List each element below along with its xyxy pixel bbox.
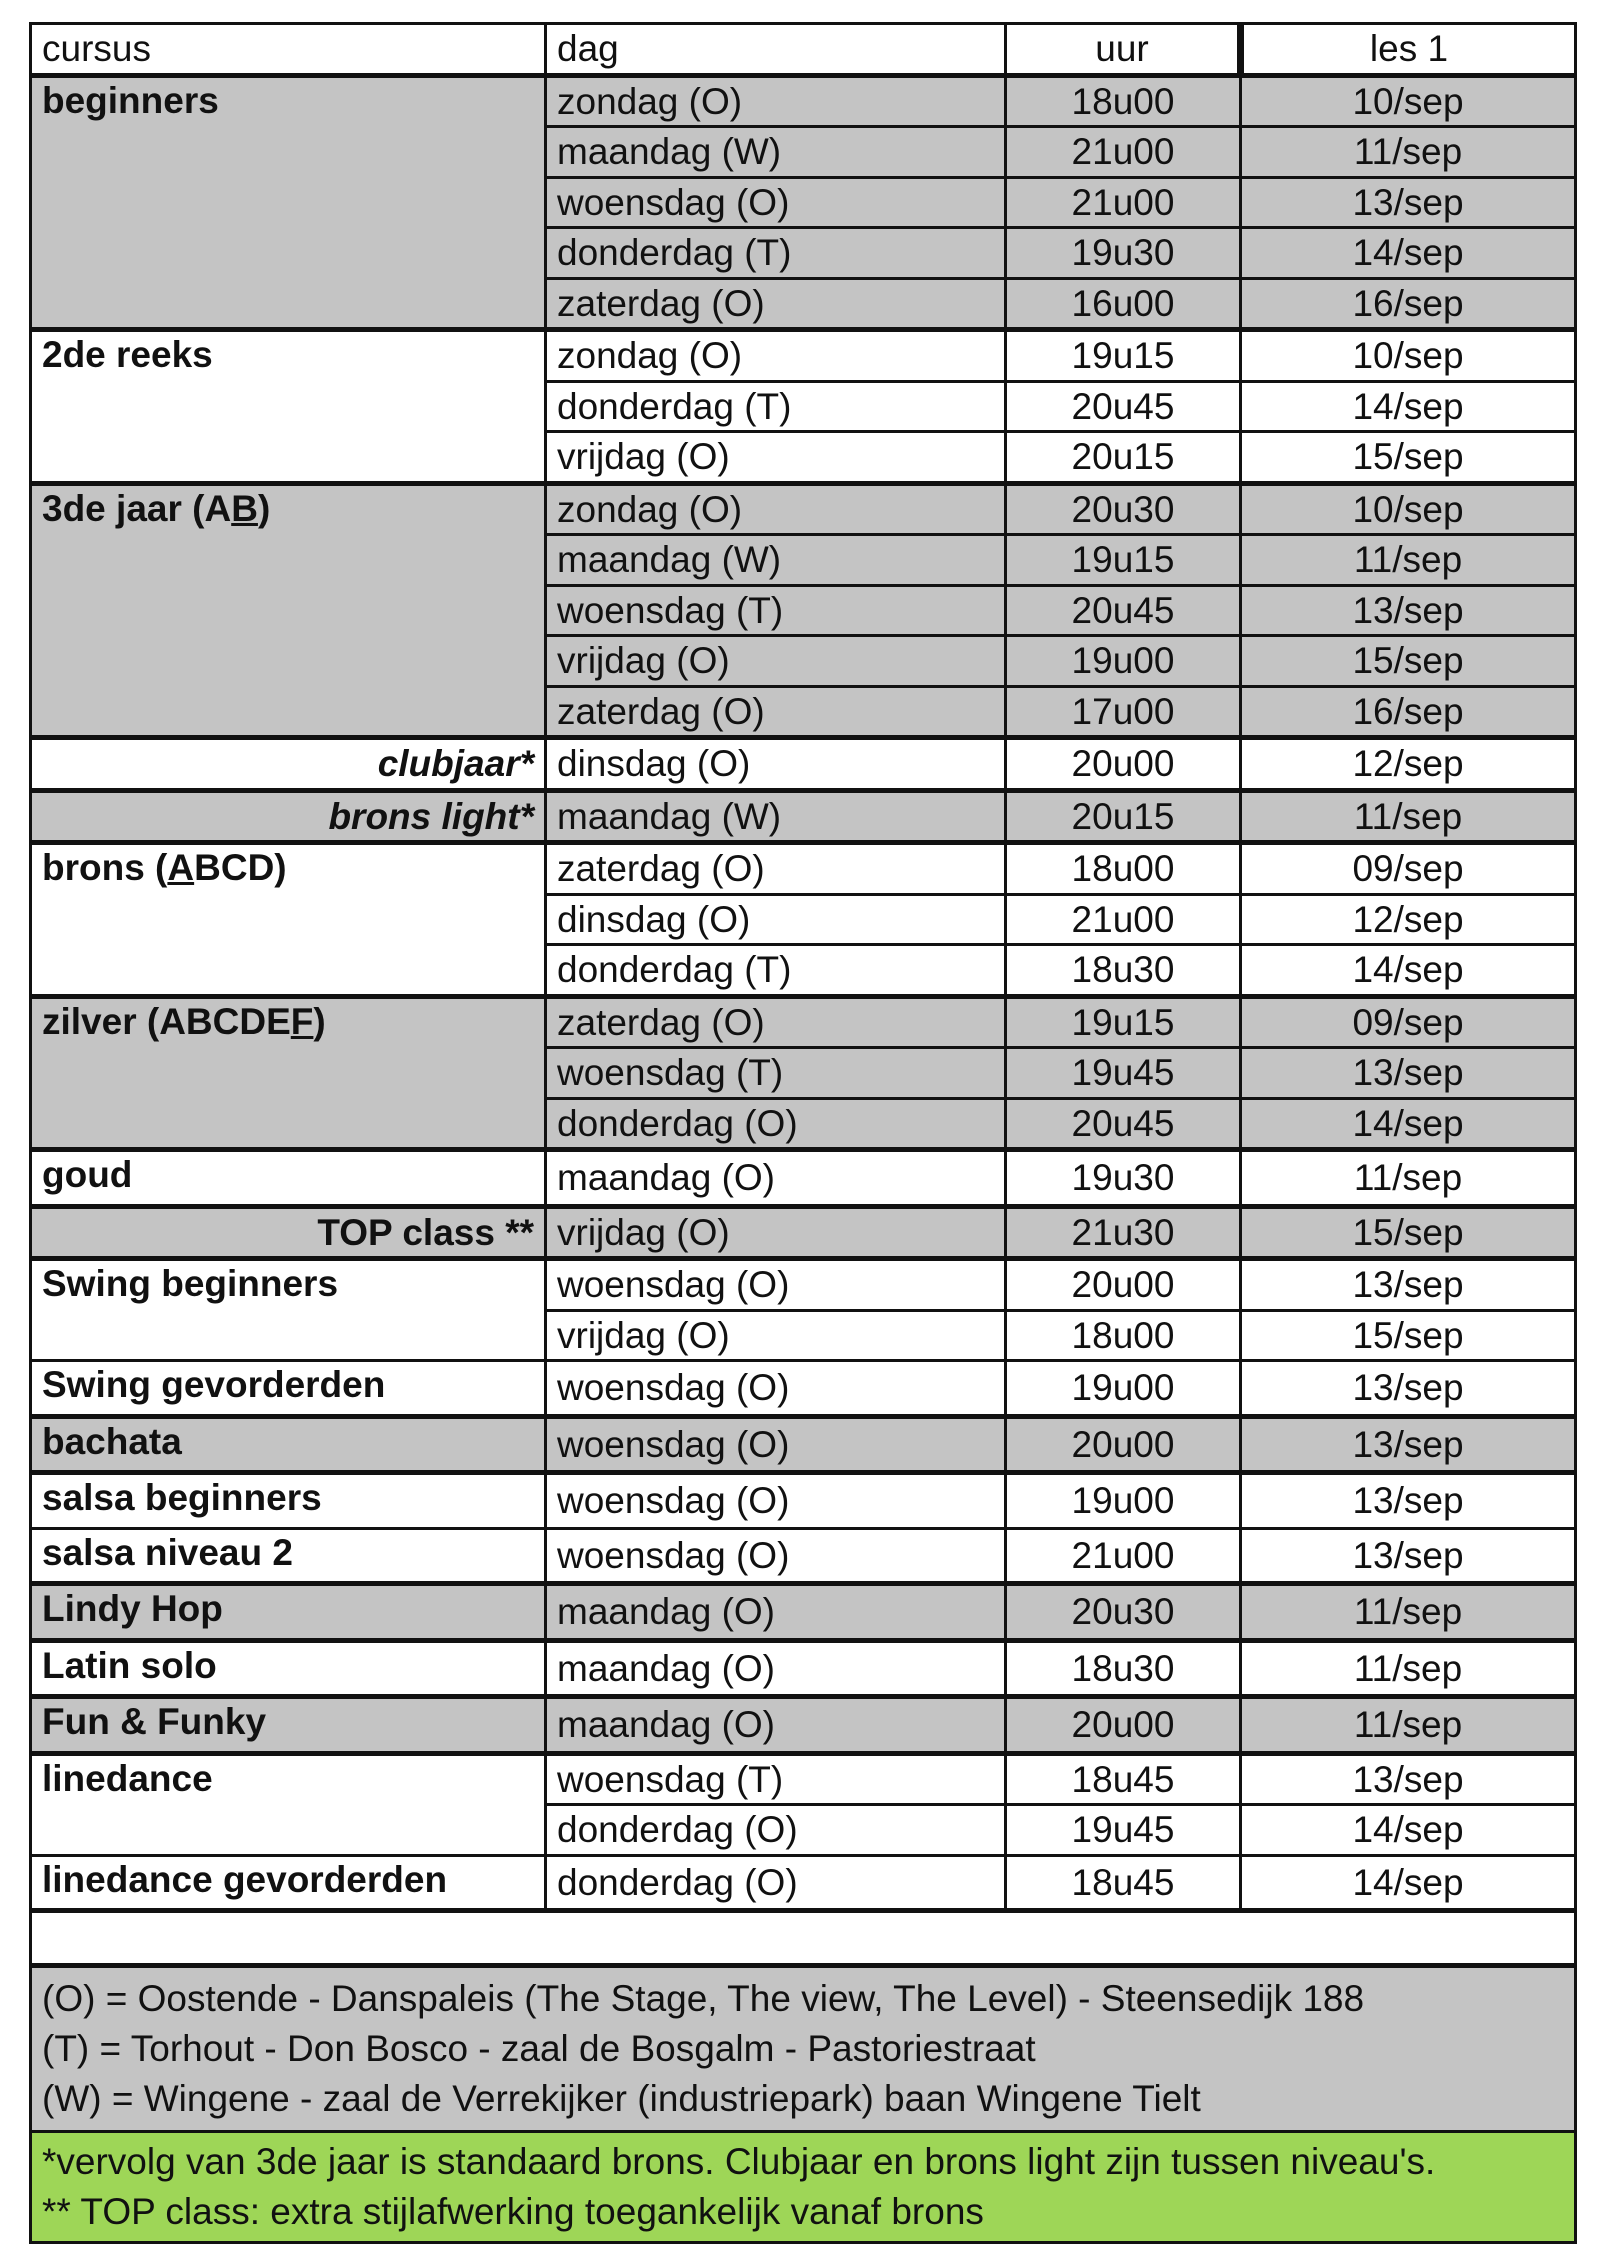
first-lesson-date: 13/sep xyxy=(1241,177,1576,228)
first-lesson-date: 11/sep xyxy=(1241,1640,1576,1697)
schedule-row xyxy=(31,1584,1576,1641)
course-time: 20u00 xyxy=(1006,1697,1241,1754)
course-time: 18u00 xyxy=(1006,1310,1241,1361)
course-time: 18u30 xyxy=(1006,945,1241,997)
course-day: zaterdag (O) xyxy=(546,996,1006,1048)
course-name: bachata xyxy=(31,1416,546,1473)
first-lesson-date: 16/sep xyxy=(1241,686,1576,738)
course-time: 20u45 xyxy=(1006,1098,1241,1150)
course-day: zondag (O) xyxy=(546,483,1006,535)
course-time: 20u30 xyxy=(1006,483,1241,535)
first-lesson-date: 10/sep xyxy=(1241,483,1576,535)
schedule-row xyxy=(31,75,1576,127)
schedule-row xyxy=(31,1416,1576,1473)
schedule-row xyxy=(31,483,1576,535)
course-time: 20u30 xyxy=(1006,1584,1241,1641)
course-name: salsa niveau 2 xyxy=(31,1528,546,1584)
course-day: zaterdag (O) xyxy=(546,278,1006,330)
schedule-row xyxy=(31,330,1576,382)
course-day: zaterdag (O) xyxy=(546,843,1006,895)
course-name: clubjaar* xyxy=(31,738,546,791)
first-lesson-date: 14/sep xyxy=(1241,1805,1576,1856)
course-time: 18u30 xyxy=(1006,1640,1241,1697)
course-time: 19u15 xyxy=(1006,535,1241,586)
first-lesson-date: 15/sep xyxy=(1241,1310,1576,1361)
course-name: Swing beginners xyxy=(31,1259,546,1361)
course-time: 18u45 xyxy=(1006,1753,1241,1805)
schedule-row xyxy=(31,843,1576,895)
course-time: 17u00 xyxy=(1006,686,1241,738)
course-time: 19u15 xyxy=(1006,330,1241,382)
first-lesson-date: 13/sep xyxy=(1241,1416,1576,1473)
schedule-row xyxy=(31,996,1576,1048)
course-time: 19u30 xyxy=(1006,1150,1241,1207)
first-lesson-date: 14/sep xyxy=(1241,228,1576,279)
course-time: 18u45 xyxy=(1006,1855,1241,1911)
first-lesson-date: 13/sep xyxy=(1241,1048,1576,1099)
legend-row xyxy=(31,1966,1576,2132)
schedule-row xyxy=(31,1753,1576,1805)
first-lesson-date: 14/sep xyxy=(1241,945,1576,997)
course-day: maandag (O) xyxy=(546,1640,1006,1697)
course-time: 18u00 xyxy=(1006,843,1241,895)
first-lesson-date: 14/sep xyxy=(1241,381,1576,432)
course-time: 19u30 xyxy=(1006,228,1241,279)
course-day: zondag (O) xyxy=(546,330,1006,382)
first-lesson-date: 11/sep xyxy=(1241,535,1576,586)
first-lesson-date: 15/sep xyxy=(1241,432,1576,484)
course-day: woensdag (T) xyxy=(546,585,1006,636)
course-name: Fun & Funky xyxy=(31,1697,546,1754)
header-les1: les 1 xyxy=(1241,24,1576,76)
course-time: 21u30 xyxy=(1006,1206,1241,1259)
notes-row xyxy=(31,2132,1576,2243)
first-lesson-date: 13/sep xyxy=(1241,1528,1576,1584)
course-time: 19u00 xyxy=(1006,1361,1241,1417)
first-lesson-date: 14/sep xyxy=(1241,1855,1576,1911)
course-day: donderdag (T) xyxy=(546,945,1006,997)
course-day: woensdag (T) xyxy=(546,1753,1006,1805)
first-lesson-date: 11/sep xyxy=(1241,127,1576,178)
schedule-row xyxy=(31,1361,1576,1417)
course-day: maandag (O) xyxy=(546,1150,1006,1207)
header-row xyxy=(31,24,1576,76)
course-day: dinsdag (O) xyxy=(546,894,1006,945)
blank-row xyxy=(31,1911,1576,1966)
course-time: 21u00 xyxy=(1006,177,1241,228)
course-day: donderdag (O) xyxy=(546,1855,1006,1911)
course-name: Swing gevorderden xyxy=(31,1361,546,1417)
schedule-row xyxy=(31,1697,1576,1754)
footnotes xyxy=(31,2132,1576,2243)
course-time: 20u15 xyxy=(1006,790,1241,843)
first-lesson-date: 13/sep xyxy=(1241,1361,1576,1417)
course-day: woensdag (O) xyxy=(546,1259,1006,1311)
first-lesson-date: 13/sep xyxy=(1241,1473,1576,1529)
header-dag: dag xyxy=(546,24,1006,76)
course-name: goud xyxy=(31,1150,546,1207)
course-time: 19u00 xyxy=(1006,1473,1241,1529)
legend-torhout: (T) = Torhout - Don Bosco - zaal de Bosgalm - Pastoriestraat xyxy=(42,2028,1036,2069)
first-lesson-date: 12/sep xyxy=(1241,738,1576,791)
course-day: donderdag (T) xyxy=(546,228,1006,279)
course-time: 20u00 xyxy=(1006,1416,1241,1473)
course-time: 19u45 xyxy=(1006,1805,1241,1856)
first-lesson-date: 16/sep xyxy=(1241,278,1576,330)
course-name: TOP class ** xyxy=(31,1206,546,1259)
first-lesson-date: 11/sep xyxy=(1241,790,1576,843)
first-lesson-date: 10/sep xyxy=(1241,330,1576,382)
schedule-row xyxy=(31,738,1576,791)
course-day: maandag (W) xyxy=(546,535,1006,586)
course-time: 16u00 xyxy=(1006,278,1241,330)
course-day: zondag (O) xyxy=(546,75,1006,127)
schedule-row xyxy=(31,1150,1576,1207)
course-name: Latin solo xyxy=(31,1640,546,1697)
course-name: brons light* xyxy=(31,790,546,843)
schedule-row xyxy=(31,790,1576,843)
schedule-row xyxy=(31,1528,1576,1584)
legend-wingene: (W) = Wingene - zaal de Verrekijker (industriepark) baan Wingene Tielt xyxy=(42,2078,1201,2119)
schedule-sheet xyxy=(29,22,1574,2244)
course-day: maandag (W) xyxy=(546,127,1006,178)
course-day: vrijdag (O) xyxy=(546,636,1006,687)
course-name: brons (ABCD) xyxy=(31,843,546,997)
first-lesson-date: 14/sep xyxy=(1241,1098,1576,1150)
course-day: zaterdag (O) xyxy=(546,686,1006,738)
first-lesson-date: 10/sep xyxy=(1241,75,1576,127)
schedule-row xyxy=(31,1206,1576,1259)
course-time: 20u00 xyxy=(1006,1259,1241,1311)
footnote-2: ** TOP class: extra stijlafwerking toegankelijk vanaf brons xyxy=(42,2191,984,2232)
course-name: salsa beginners xyxy=(31,1473,546,1529)
course-time: 19u00 xyxy=(1006,636,1241,687)
course-day: donderdag (O) xyxy=(546,1805,1006,1856)
legend-oostende: (O) = Oostende - Danspaleis (The Stage, The view, The Level) - Steensedijk 188 xyxy=(42,1978,1365,2019)
course-day: woensdag (O) xyxy=(546,1361,1006,1417)
blank-cell xyxy=(31,1911,1576,1966)
first-lesson-date: 11/sep xyxy=(1241,1697,1576,1754)
course-day: donderdag (T) xyxy=(546,381,1006,432)
course-time: 20u15 xyxy=(1006,432,1241,484)
course-name: zilver (ABCDEF) xyxy=(31,996,546,1150)
first-lesson-date: 11/sep xyxy=(1241,1584,1576,1641)
course-name: linedance gevorderden xyxy=(31,1855,546,1911)
course-day: maandag (O) xyxy=(546,1584,1006,1641)
footnote-1: *vervolg van 3de jaar is standaard brons. Clubjaar en brons light zijn tussen niveau's. xyxy=(42,2141,1436,2182)
first-lesson-date: 09/sep xyxy=(1241,996,1576,1048)
course-schedule-table xyxy=(29,22,1577,2244)
course-time: 21u00 xyxy=(1006,894,1241,945)
course-day: maandag (W) xyxy=(546,790,1006,843)
first-lesson-date: 12/sep xyxy=(1241,894,1576,945)
course-time: 21u00 xyxy=(1006,1528,1241,1584)
schedule-row xyxy=(31,1640,1576,1697)
course-time: 20u45 xyxy=(1006,381,1241,432)
course-time: 18u00 xyxy=(1006,75,1241,127)
course-day: dinsdag (O) xyxy=(546,738,1006,791)
header-uur: uur xyxy=(1006,24,1241,76)
course-time: 19u45 xyxy=(1006,1048,1241,1099)
first-lesson-date: 15/sep xyxy=(1241,636,1576,687)
first-lesson-date: 09/sep xyxy=(1241,843,1576,895)
course-day: woensdag (O) xyxy=(546,1473,1006,1529)
course-day: woensdag (O) xyxy=(546,177,1006,228)
schedule-row xyxy=(31,1473,1576,1529)
course-name: 2de reeks xyxy=(31,330,546,484)
course-day: vrijdag (O) xyxy=(546,432,1006,484)
course-time: 19u15 xyxy=(1006,996,1241,1048)
schedule-row xyxy=(31,1259,1576,1311)
location-legend xyxy=(31,1966,1576,2132)
first-lesson-date: 15/sep xyxy=(1241,1206,1576,1259)
course-day: donderdag (O) xyxy=(546,1098,1006,1150)
course-day: woensdag (T) xyxy=(546,1048,1006,1099)
first-lesson-date: 11/sep xyxy=(1241,1150,1576,1207)
course-time: 20u00 xyxy=(1006,738,1241,791)
course-name: 3de jaar (AB) xyxy=(31,483,546,738)
course-day: maandag (O) xyxy=(546,1697,1006,1754)
course-name: beginners xyxy=(31,75,546,330)
schedule-row xyxy=(31,1855,1576,1911)
course-day: vrijdag (O) xyxy=(546,1310,1006,1361)
course-time: 20u45 xyxy=(1006,585,1241,636)
course-time: 21u00 xyxy=(1006,127,1241,178)
first-lesson-date: 13/sep xyxy=(1241,1259,1576,1311)
course-name: linedance xyxy=(31,1753,546,1855)
first-lesson-date: 13/sep xyxy=(1241,585,1576,636)
course-day: woensdag (O) xyxy=(546,1528,1006,1584)
first-lesson-date: 13/sep xyxy=(1241,1753,1576,1805)
course-day: vrijdag (O) xyxy=(546,1206,1006,1259)
header-cursus: cursus xyxy=(31,24,546,76)
course-name: Lindy Hop xyxy=(31,1584,546,1641)
course-day: woensdag (O) xyxy=(546,1416,1006,1473)
